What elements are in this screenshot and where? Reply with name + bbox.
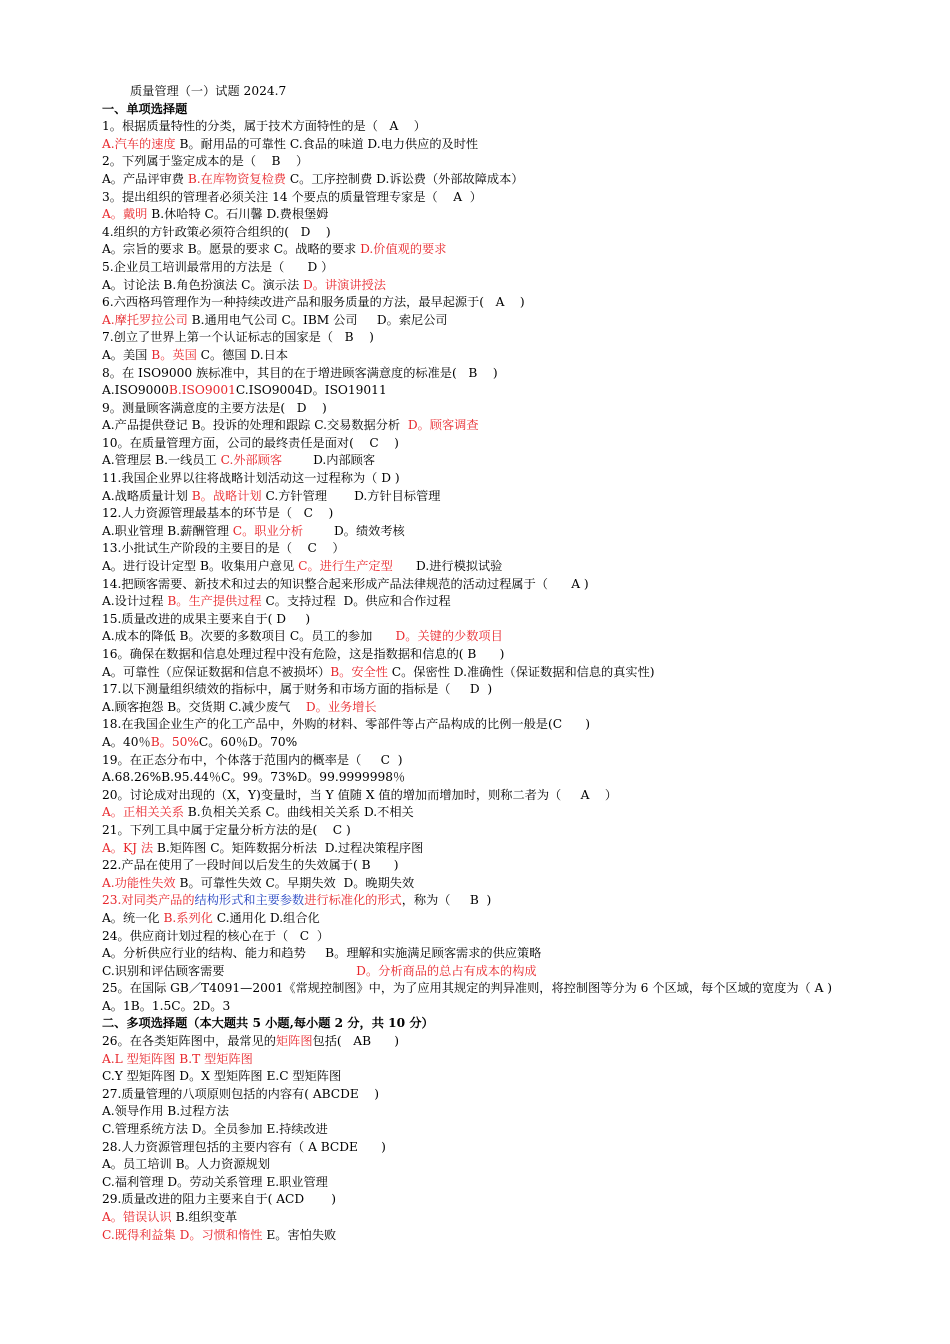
- answer-highlight: A。正相关关系: [102, 805, 184, 820]
- text-line: [102, 664, 862, 682]
- text-line: [102, 224, 862, 242]
- text-line: [102, 1103, 862, 1121]
- text-line: [102, 153, 862, 171]
- text-line: [102, 312, 862, 330]
- text-line: [102, 241, 862, 259]
- line-text: C.ISO9004D。ISO19011: [235, 383, 387, 398]
- section-heading: [102, 1015, 862, 1033]
- text-line: [102, 206, 862, 224]
- line-text: 24。供应商计划过程的核心在于（ C ）: [102, 928, 330, 943]
- text-line: [102, 734, 862, 752]
- answer-highlight: A.功能性失效: [102, 875, 176, 890]
- text-line: [102, 1209, 862, 1227]
- line-text: A。宗旨的要求 B。愿景的要求 C。战略的要求: [102, 242, 361, 257]
- line-text: 一、单项选择题: [102, 101, 188, 116]
- line-text: 28.人力资源管理包括的主要内容有（ A BCDE ): [102, 1139, 386, 1154]
- answer-highlight: C。进行生产定型: [298, 559, 393, 574]
- line-text: A.领导作用 B.过程方法: [102, 1104, 229, 1119]
- answer-highlight: B。生产提供过程: [167, 594, 262, 609]
- answer-highlight: C.外部顾客: [220, 453, 283, 468]
- answer-highlight: B。50%: [150, 734, 199, 749]
- text-line: [102, 1227, 862, 1245]
- line-text: 20。讨论成对出现的（X，Y)变量时，当 Y 值随 X 值的增加而增加时，则称二者为（ A ）: [102, 787, 618, 802]
- line-text: C.Y 型矩阵图 D。X 型矩阵图 E.C 型矩阵图: [102, 1069, 342, 1084]
- text-line: [102, 523, 862, 541]
- text-line: [102, 787, 862, 805]
- line-text: A。产品评审费: [102, 171, 188, 186]
- answer-highlight: A。戴明: [102, 207, 148, 222]
- line-text: 11.我国企业界以往将战略计划活动这一过程称为（ D ): [102, 471, 400, 486]
- answer-highlight: D。业务增长: [305, 699, 377, 714]
- text-line: [102, 646, 862, 664]
- text-line: [102, 611, 862, 629]
- line-text: 包括( AB ): [312, 1034, 400, 1049]
- line-text: C。60％D。70%: [198, 734, 298, 749]
- text-line: [102, 857, 862, 875]
- line-text: 1。根据质量特性的分类，属于技术方面特性的是（ A ）: [102, 119, 426, 134]
- line-text: A。40％: [102, 734, 151, 749]
- text-line: [102, 840, 862, 858]
- text-line: [102, 910, 862, 928]
- line-text: B.通用电气公司 C。IBM 公司 D。索尼公司: [187, 312, 448, 327]
- answer-highlight: 进行标准化的形式: [304, 893, 402, 908]
- text-line: [102, 452, 862, 470]
- answer-highlight: D。顾客调查: [407, 418, 479, 433]
- question-line: [102, 980, 862, 998]
- answer-highlight: A.汽车的速度: [102, 136, 176, 151]
- text-line: [102, 171, 862, 189]
- line-text: A。1B。1.5C。2D。3: [102, 998, 231, 1013]
- text-line: [102, 136, 862, 154]
- line-text: A.ISO9000: [102, 383, 169, 398]
- answer-highlight: C。职业分析: [232, 523, 304, 538]
- text-line: [102, 558, 862, 576]
- line-text: B。可靠性失效 C。早期失效 D。晚期失效: [175, 875, 415, 890]
- answer-highlight: B.系列化: [163, 910, 213, 925]
- line-text: B.休哈特 C。石川馨 D.费根堡姆: [147, 207, 329, 222]
- answer-highlight: 23.对同类产品的: [102, 893, 195, 908]
- line-text: C.识别和评估顾客需要: [102, 963, 357, 978]
- text-line: [102, 294, 862, 312]
- line-text: A。分析供应行业的结构、能力和趋势 B。理解和实施满足顾客需求的供应策略: [102, 946, 542, 961]
- text-line: [102, 435, 862, 453]
- line-text: A。进行设计定型 B。收集用户意见: [102, 559, 299, 574]
- line-text: A.68.26%B.95.44％C。99。73%D。99.9999998％: [102, 770, 406, 785]
- text-line: [102, 1051, 862, 1069]
- text-line: [102, 892, 862, 910]
- line-text: 10。在质量管理方面，公司的最终责任是面对( C ): [102, 435, 399, 450]
- text-line: [102, 118, 862, 136]
- answer-highlight: 矩阵图: [275, 1034, 313, 1049]
- text-line: [102, 945, 862, 963]
- text-line: [102, 804, 862, 822]
- line-text: C.管理系统方法 D。全员参加 E.持续改进: [102, 1122, 328, 1137]
- line-text: D.内部顾客: [282, 453, 376, 468]
- line-text: 6.六西格玛管理作为一种持续改进产品和服务质量的方法，最早起源于( A ): [102, 295, 525, 310]
- line-text: 17.以下测量组织绩效的指标中，属于财务和市场方面的指标是（ D ): [102, 682, 493, 697]
- line-text: A。员工培训 B。人力资源规划: [102, 1157, 270, 1172]
- text-line: [102, 189, 862, 207]
- exam-title: [102, 83, 862, 101]
- answer-highlight: A。错误认识: [102, 1210, 172, 1224]
- answer-highlight: B.在库物资复检费: [187, 171, 286, 186]
- line-text: E。害怕失败: [262, 1227, 337, 1242]
- text-line: [102, 593, 862, 611]
- line-text: 4.组织的方针政策必须符合组织的( D ): [102, 224, 331, 239]
- line-text: A.成本的降低 B。次要的多数项目 C。员工的参加: [102, 629, 396, 644]
- line-text: ，称为（ B ): [401, 893, 492, 908]
- text-line: [102, 259, 862, 277]
- line-text: 29.质量改进的阻力主要来自于( ACD ): [102, 1192, 337, 1207]
- line-text: 16。确保在数据和信息处理过程中没有危险，这是指数据和信息的( B ): [102, 647, 505, 661]
- line-text: A。讨论法 B.角色扮演法 C。演示法: [102, 277, 304, 292]
- line-text: A.战略质量计划: [102, 488, 192, 503]
- line-text: 22.产品在使用了一段时间以后发生的失效属于( B ): [102, 858, 399, 873]
- text-line: [102, 540, 862, 558]
- line-text: A。统一化: [102, 910, 164, 925]
- line-text: 9。测量顾客满意度的主要方法是( D ): [102, 400, 327, 415]
- line-text: 3。提出组织的管理者必须关注 14 个要点的质量管理专家是（ A ）: [102, 189, 482, 204]
- exam-document: [102, 83, 862, 1244]
- line-text: 14.把顾客需要、新技术和过去的知识整合起来形成产品法律规范的活动过程属于（ A ): [102, 576, 589, 591]
- line-text: 二、多项选择题（本大题共 5 小题,每小题 2 分，共 10 分）: [102, 1016, 434, 1031]
- answer-highlight: D。分析商品的总占有成本的构成: [356, 963, 537, 978]
- answer-highlight: A.摩托罗拉公司: [102, 312, 188, 327]
- line-text: 26。在各类矩阵图中，最常见的: [102, 1034, 276, 1049]
- line-text: 27.质量管理的八项原则包括的内容有( ABCDE ): [102, 1086, 380, 1101]
- answer-highlight: D。关键的少数项目: [395, 629, 503, 644]
- line-text: 15.质量改进的成果主要来自于( D ): [102, 611, 311, 626]
- line-text: A。美国: [102, 347, 152, 362]
- line-text: 13.小批试生产阶段的主要目的是（ C ）: [102, 541, 345, 556]
- line-text: C.方针管理 D.方针目标管理: [261, 488, 441, 503]
- line-text: A.顾客抱怨 B。交货期 C.减少废气: [102, 699, 306, 714]
- answer-highlight: A。KJ 法: [102, 840, 154, 855]
- line-text: B.负相关关系 C。曲线相关关系 D.不相关: [183, 805, 414, 820]
- text-line: [102, 628, 862, 646]
- text-line: [102, 1139, 862, 1157]
- text-line: [102, 505, 862, 523]
- line-text: 8。在 ISO9000 族标准中，其目的在于增进顾客满意度的标准是( B ): [102, 365, 498, 380]
- line-text: A.产品提供登记 B。投诉的处理和跟踪 C.交易数据分析: [102, 418, 408, 433]
- text-line: [102, 1121, 862, 1139]
- line-text: C.福利管理 D。劳动关系管理 E.职业管理: [102, 1174, 328, 1189]
- answer-highlight: D.价值观的要求: [360, 242, 447, 257]
- section-heading: [102, 101, 862, 119]
- text-line: [102, 699, 862, 717]
- text-line: [102, 400, 862, 418]
- line-text: A.管理层 B.一线员工: [102, 453, 221, 468]
- text-line: [102, 329, 862, 347]
- text-line: [102, 347, 862, 365]
- line-text: D.进行模拟试验: [392, 559, 503, 574]
- answer-highlight: A.L 型矩阵图 B.T 型矩阵图: [102, 1051, 253, 1066]
- line-text: A.职业管理 B.薪酬管理: [102, 523, 233, 538]
- line-text: B.组织变革: [171, 1210, 238, 1224]
- line-text: C。保密性 D.准确性（保证数据和信息的真实性): [387, 664, 655, 679]
- answer-highlight: D。讲演讲授法: [303, 277, 386, 292]
- text-line: [102, 998, 862, 1016]
- line-text: 2。下列属于鉴定成本的是（ B ）: [102, 154, 309, 169]
- line-text: B.矩阵图 C。矩阵数据分析法 D.过程决策程序图: [153, 840, 424, 855]
- answer-highlight: B.ISO9001: [168, 383, 236, 398]
- line-text: 18.在我国企业生产的化工产品中，外购的材料、零部件等占产品构成的比例一般是(C ): [102, 717, 591, 732]
- line-text: C.通用化 D.组合化: [212, 910, 320, 925]
- line-text: 25。在国际 GB／T4091—2001《常规控制图》中，为了应用其规定的判异准则，将控制图等分为 6 个区域，每个区域的宽度为（ A ): [102, 981, 833, 996]
- text-line: [102, 1033, 862, 1051]
- text-line: [102, 822, 862, 840]
- answer-highlight: D。习惯和惰性: [175, 1227, 263, 1242]
- line-text: 21。下列工具中属于定量分析方法的是( C ): [102, 822, 351, 837]
- line-text: 19。在正态分布中，个体落于范围内的概率是（ C ): [102, 752, 403, 767]
- text-line: [102, 1086, 862, 1104]
- text-line: [102, 417, 862, 435]
- text-line: [102, 681, 862, 699]
- text-line: [102, 277, 862, 295]
- line-text: 12.人力资源管理最基本的环节是（ C ): [102, 506, 334, 521]
- text-line: [102, 752, 862, 770]
- text-line: [102, 365, 862, 383]
- answer-highlight: B。英国: [151, 347, 197, 362]
- text-line: [102, 928, 862, 946]
- text-line: [102, 1191, 862, 1209]
- line-text: C。支持过程 D。供应和合作过程: [261, 594, 451, 609]
- text-line: [102, 716, 862, 734]
- text-line: [102, 382, 862, 400]
- line-text: 5.企业员工培训最常用的方法是（ D ）: [102, 259, 334, 274]
- answer-highlight: B。战略计划: [191, 488, 262, 503]
- keyword-highlight: 结构形式和主要参数: [194, 893, 305, 908]
- line-text: A。可靠性（应保证数据和信息不被损坏）: [102, 664, 331, 679]
- text-line: [102, 963, 862, 981]
- line-text: C。工序控制费 D.诉讼费（外部故障成本）: [285, 171, 524, 186]
- line-text: A.设计过程: [102, 594, 168, 609]
- answer-highlight: B。安全性: [330, 664, 388, 679]
- line-text: B。耐用品的可靠性 C.食品的味道 D.电力供应的及时性: [175, 136, 479, 151]
- text-line: [102, 1174, 862, 1192]
- line-text: 质量管理（一）试题 2024.7: [130, 84, 287, 98]
- line-text: D。绩效考核: [303, 523, 405, 538]
- text-line: [102, 576, 862, 594]
- answer-highlight: C.既得利益集: [102, 1227, 176, 1242]
- text-line: [102, 470, 862, 488]
- line-text: 7.创立了世界上第一个认证标志的国家是（ B ): [102, 330, 374, 345]
- line-text: C。德国 D.日本: [196, 347, 289, 362]
- text-line: [102, 1156, 862, 1174]
- text-line: [102, 488, 862, 506]
- text-line: [102, 769, 862, 787]
- text-line: [102, 1068, 862, 1086]
- text-line: [102, 875, 862, 893]
